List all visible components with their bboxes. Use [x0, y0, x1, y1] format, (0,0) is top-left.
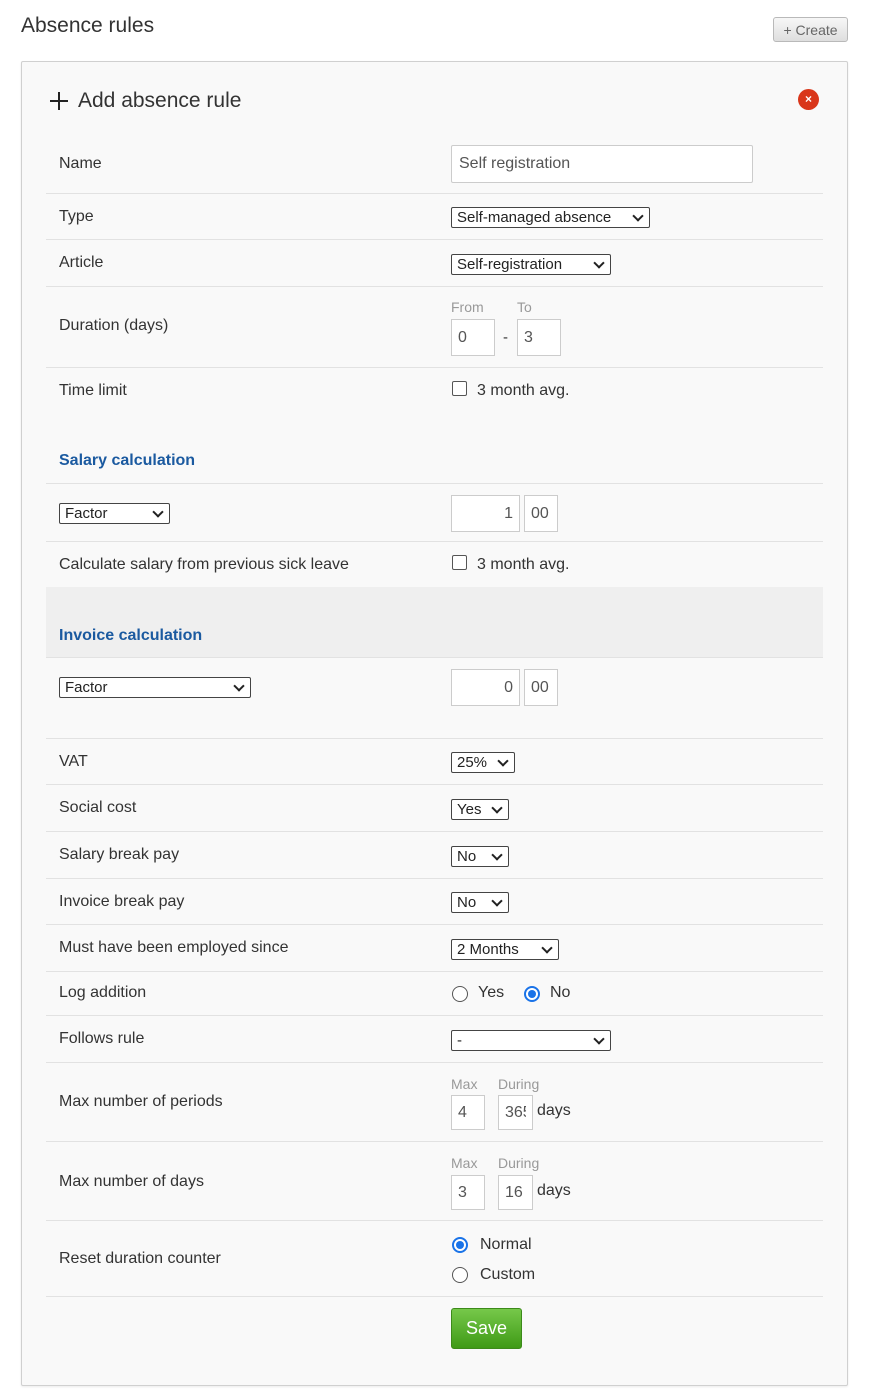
max-days-row: [46, 1142, 823, 1221]
max-days-label: Max number of days: [59, 1173, 204, 1190]
invoice-factor-decimal-input[interactable]: [524, 669, 558, 706]
invoice-break-pay-row: [46, 879, 823, 925]
page-title: Absence rules: [21, 14, 155, 37]
max-days-during-input[interactable]: [498, 1175, 533, 1210]
salary-break-pay-label: Salary break pay: [59, 846, 180, 863]
social-cost-select[interactable]: [451, 799, 509, 820]
type-row: [46, 194, 823, 240]
invoice-break-pay-select[interactable]: [451, 892, 509, 913]
salary-break-pay-select[interactable]: [451, 846, 509, 867]
from-label: From: [451, 299, 484, 315]
invoice-section-title: Invoice calculation: [59, 627, 203, 644]
max-days-max-input[interactable]: [451, 1175, 485, 1210]
max-periods-label: Max number of periods: [59, 1093, 223, 1110]
type-select[interactable]: [451, 207, 650, 228]
time-limit-label: Time limit: [59, 382, 127, 399]
to-label: To: [517, 299, 532, 315]
chevron-down-icon: [632, 210, 643, 221]
max-days-max-label: Max: [451, 1155, 478, 1171]
chevron-down-icon: [491, 849, 502, 860]
salary-section-header: [46, 418, 823, 484]
duration-to-input[interactable]: [517, 319, 561, 356]
salary-factor-select[interactable]: [59, 503, 170, 524]
close-icon[interactable]: ×: [798, 89, 819, 110]
salary-factor-integer-input[interactable]: [451, 495, 520, 532]
create-button[interactable]: + Create: [773, 17, 848, 42]
employed-since-row: [46, 925, 823, 972]
duration-row: [46, 287, 823, 368]
chevron-down-icon: [541, 942, 552, 953]
previous-sick-leave-checkbox[interactable]: [452, 555, 467, 570]
max-periods-max-input[interactable]: [451, 1095, 485, 1130]
employed-since-select-value: 2 Months: [457, 941, 519, 958]
vat-label: VAT: [59, 753, 88, 770]
salary-factor-row: [46, 484, 823, 542]
invoice-break-pay-select-value: No: [457, 894, 477, 911]
name-input[interactable]: [451, 145, 753, 183]
log-addition-label: Log addition: [59, 984, 147, 1001]
invoice-factor-select-value: Factor: [65, 679, 108, 696]
max-days-during-label: During: [498, 1155, 540, 1171]
panel-header: [50, 88, 241, 114]
name-label: Name: [59, 155, 102, 172]
article-label: Article: [59, 254, 104, 271]
add-absence-rule-panel: [21, 61, 848, 1386]
duration-label: Duration (days): [59, 317, 169, 334]
follows-rule-row: [46, 1016, 823, 1063]
duration-separator: -: [503, 329, 508, 346]
log-addition-yes-label: Yes: [478, 984, 505, 1001]
invoice-factor-select[interactable]: [59, 677, 251, 698]
salary-section-title: Salary calculation: [59, 452, 196, 469]
employed-since-select[interactable]: [451, 939, 559, 960]
social-cost-label: Social cost: [59, 799, 137, 816]
salary-break-pay-row: [46, 832, 823, 879]
social-cost-select-value: Yes: [457, 801, 482, 818]
reset-counter-normal-label: Normal: [480, 1236, 532, 1253]
social-cost-row: [46, 785, 823, 832]
salary-break-pay-select-value: No: [457, 848, 477, 865]
invoice-section-header: [46, 587, 823, 658]
time-limit-checkbox[interactable]: [452, 381, 467, 396]
reset-counter-custom-label: Custom: [480, 1266, 536, 1283]
previous-sick-leave-label: Calculate salary from previous sick leave: [59, 556, 349, 573]
article-row: [46, 240, 823, 287]
max-periods-during-input[interactable]: [498, 1095, 533, 1130]
max-periods-during-label: During: [498, 1076, 540, 1092]
article-select[interactable]: [451, 254, 611, 275]
reset-counter-row: [46, 1221, 823, 1297]
name-row: [46, 137, 823, 194]
vat-select[interactable]: [451, 752, 515, 773]
vat-select-value: 25%: [457, 754, 488, 771]
max-periods-row: [46, 1063, 823, 1142]
max-days-unit: days: [537, 1182, 571, 1199]
time-limit-row: [46, 368, 823, 418]
type-label: Type: [59, 208, 94, 225]
chevron-down-icon: [491, 802, 502, 813]
follows-rule-label: Follows rule: [59, 1030, 145, 1047]
chevron-down-icon: [233, 680, 244, 691]
article-select-value: Self-registration: [457, 256, 563, 273]
save-button[interactable]: Save: [451, 1308, 522, 1349]
log-addition-no-radio[interactable]: [524, 986, 540, 1002]
previous-sick-leave-checkbox-label: 3 month avg.: [477, 556, 570, 573]
salary-factor-select-value: Factor: [65, 505, 108, 522]
previous-sick-leave-row: [46, 542, 823, 587]
reset-counter-label: Reset duration counter: [59, 1250, 221, 1267]
panel-title: Add absence rule: [78, 89, 242, 112]
follows-rule-select[interactable]: [451, 1030, 611, 1051]
chevron-down-icon: [593, 257, 604, 268]
vat-row: [46, 739, 823, 785]
chevron-down-icon: [593, 1033, 604, 1044]
duration-from-input[interactable]: [451, 319, 495, 356]
log-addition-no-label: No: [550, 984, 571, 1001]
max-periods-max-label: Max: [451, 1076, 478, 1092]
salary-factor-decimal-input[interactable]: [524, 495, 558, 532]
log-addition-row: [46, 972, 823, 1016]
plus-icon: [50, 92, 68, 110]
reset-counter-custom-radio[interactable]: [452, 1267, 468, 1283]
log-addition-yes-radio[interactable]: [452, 986, 468, 1002]
follows-rule-select-value: -: [457, 1032, 462, 1049]
reset-counter-normal-radio[interactable]: [452, 1237, 468, 1253]
chevron-down-icon: [491, 895, 502, 906]
chevron-down-icon: [497, 755, 508, 766]
invoice-factor-integer-input[interactable]: [451, 669, 520, 706]
invoice-factor-row: [46, 658, 823, 739]
max-periods-unit: days: [537, 1102, 571, 1119]
type-select-value: Self-managed absence: [457, 209, 612, 226]
employed-since-label: Must have been employed since: [59, 939, 289, 956]
time-limit-checkbox-label: 3 month avg.: [477, 382, 570, 399]
chevron-down-icon: [152, 506, 163, 517]
invoice-break-pay-label: Invoice break pay: [59, 893, 185, 910]
